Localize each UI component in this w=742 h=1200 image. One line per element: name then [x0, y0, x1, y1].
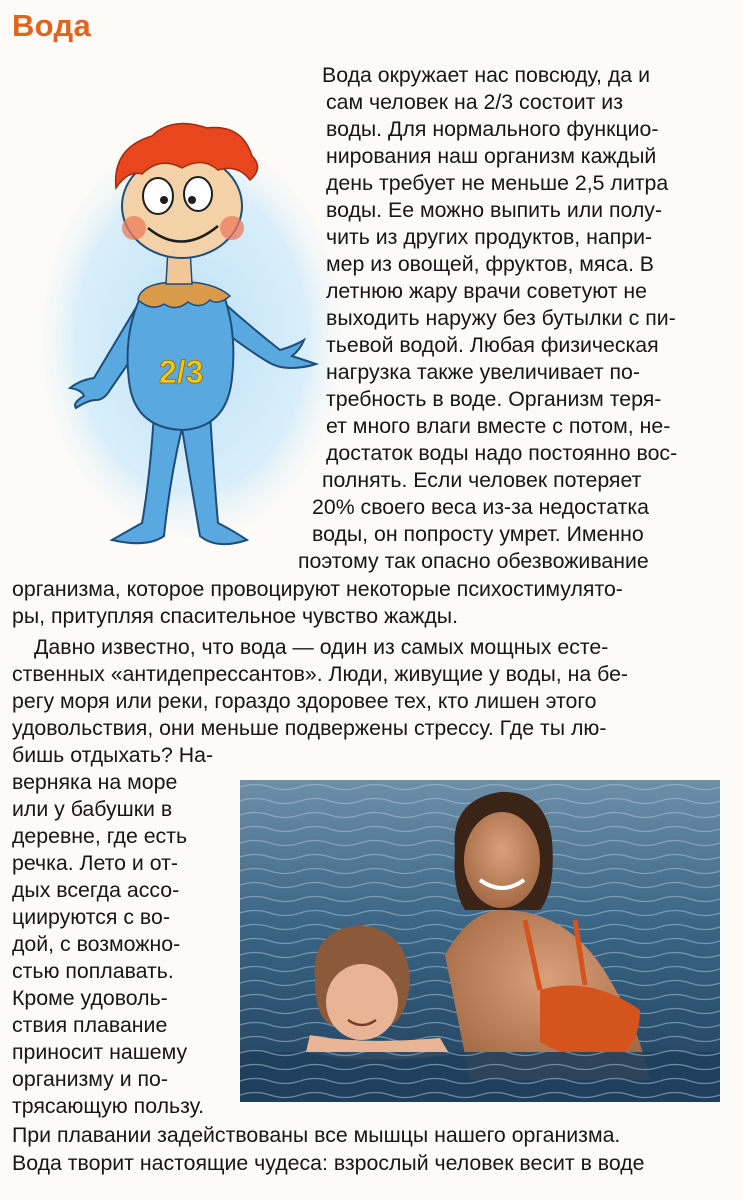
text-line: верняка на море — [12, 770, 178, 794]
text-line: стью поплавать. — [12, 959, 174, 983]
text-line: речка. Лето и от- — [12, 851, 178, 875]
text-line: Кроме удоволь- — [12, 986, 168, 1010]
text-line: деревне, где есть — [12, 824, 188, 848]
text-line: удовольствия, они меньше подвержены стрессу. Где ты лю- — [12, 716, 607, 740]
text-line: дых всегда ассо- — [12, 878, 180, 902]
text-line: воды. Для нормального функцио- — [326, 117, 659, 141]
text-line: приносит нашему — [12, 1040, 188, 1064]
text-line: день требует не меньше 2,5 литра — [326, 171, 669, 195]
article-title: Вода — [12, 8, 92, 43]
text-line: ственных «антидепрессантов». Люди, живущие у воды, на бе- — [12, 662, 629, 686]
text-line: выходить наружу без бутылки с пи- — [326, 306, 676, 330]
text-line: бишь отдыхать? На- — [12, 743, 214, 767]
text-line: сам человек на 2/3 состоит из — [326, 90, 623, 114]
text-line: регу моря или реки, гораздо здоровее тех, кто лишен этого — [12, 689, 597, 713]
text-line: ры, притупляя спасительное чувство жажды. — [12, 604, 458, 628]
text-line: требность в воде. Организм теря- — [326, 387, 662, 411]
text-line: Вода творит настоящие чудеса: взрослый человек весит в воде — [12, 1151, 645, 1175]
water-boy-illustration — [42, 78, 342, 558]
swimming-photo — [240, 780, 720, 1102]
text-line: поэтому так опасно обезвоживание — [298, 549, 649, 573]
text-line: нагрузка также увеличивает по- — [326, 360, 640, 384]
child-face — [326, 964, 398, 1040]
text-line: тьевой водой. Любая физическая — [326, 333, 659, 357]
character-left-eye — [143, 178, 173, 214]
text-line: циируются с во- — [12, 905, 170, 929]
text-line: полнять. Если человек потеряет — [322, 468, 642, 492]
text-line: или у бабушки в — [12, 797, 173, 821]
character-right-eye — [184, 177, 212, 211]
text-line: организму и по- — [12, 1067, 168, 1091]
fraction-label: 2/3 — [159, 354, 204, 390]
text-line: ствия плавание — [12, 1013, 168, 1037]
text-line: Вода окружает нас повсюду, да и — [322, 63, 650, 87]
text-line: организма, которое провоцируют некоторые психостимулято- — [12, 577, 623, 601]
text-line: дой, с возможно- — [12, 932, 181, 956]
text-line: мер из овощей, фруктов, мяса. В — [326, 252, 654, 276]
text-line: ет много влаги вместе с потом, не- — [326, 414, 671, 438]
text-line: воды. Ее можно выпить или полу- — [326, 198, 663, 222]
text-line: воды, он попросту умрет. Именно — [312, 522, 644, 546]
text-line: 20% своего веса из-за недостатка — [312, 495, 649, 519]
text-line: нирования наш организм каждый — [326, 144, 657, 168]
text-line: При плавании задействованы все мышцы нашего организма. — [12, 1123, 621, 1147]
text-line: достаток воды надо постоянно вос- — [326, 441, 678, 465]
text-line: летнюю жару врачи советуют не — [326, 279, 648, 303]
text-line: чить из других продуктов, напри- — [326, 225, 653, 249]
text-line: Давно известно, что вода — один из самых мощных есте- — [34, 635, 609, 659]
woman-face — [464, 812, 540, 908]
text-line: трясающую пользу. — [12, 1094, 205, 1118]
